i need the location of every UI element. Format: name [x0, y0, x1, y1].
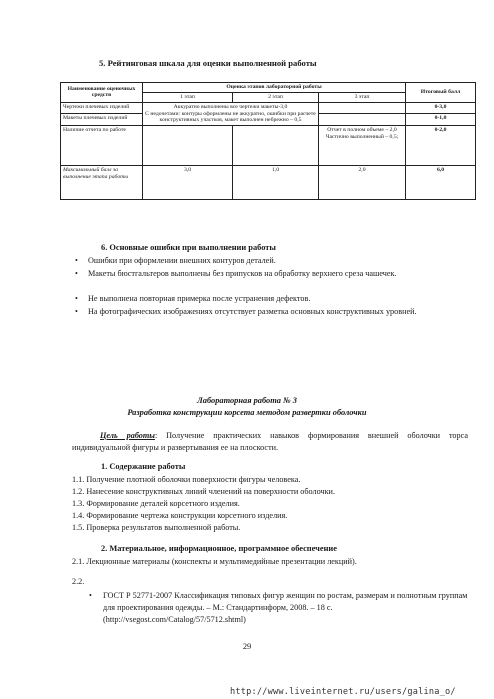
row-description: Аккуратно выполнены все чертежи макеты-3,0 С недочетами: контуры оформлены не аккуратно, ошибки при расчете конструктивных участков, макет выполнен небрежно – 0,5 — [143, 102, 319, 126]
row-stage-3: 2,0 — [319, 166, 406, 200]
bullet-icon: • — [75, 307, 78, 316]
bullet-icon: • — [89, 591, 92, 600]
bullet-icon: • — [75, 294, 78, 303]
list-item — [75, 306, 468, 319]
row-stage-2: 1,0 — [233, 166, 319, 200]
lab-title: Лабораторная работа № 3 — [197, 396, 297, 405]
row-stage-3: Отчет в полном объеме – 2,0 Частично выполненный – 0,5; — [319, 126, 406, 166]
row-stage-1: 3,0 — [143, 166, 233, 200]
table-row — [61, 102, 476, 114]
reference-item — [89, 590, 475, 626]
row-stage-3 — [319, 102, 406, 114]
row-total: 0-2,0 — [406, 126, 476, 166]
list-item-text: Макеты бюстгальтеров выполнены без припусков на обработку верхнего среза чашечек. — [88, 269, 397, 278]
list-item: 1.5. Проверка результатов выполненной работы. — [72, 523, 241, 532]
goal-text: : Получение практических навыков формирования внешней оболочки торса индивидуальной фигуры и развертывания ее на плоскости. — [72, 431, 468, 452]
page-number: 29 — [242, 642, 252, 651]
table-header-row — [61, 83, 476, 93]
list-item: 2.2. — [72, 577, 85, 586]
rating-table — [60, 82, 476, 200]
list-item — [75, 268, 468, 281]
header-stage-3: 3 этап — [319, 92, 406, 102]
goal-label: Цель работы — [100, 431, 155, 440]
row-criterion: Наличие отчета по работе — [61, 126, 143, 166]
row-stage-1 — [143, 126, 233, 166]
list-item: 2.1. Лекционные материалы (конспекты и мультимедийные презентации лекций). — [72, 557, 357, 566]
list-item — [75, 255, 468, 268]
row-total: 6,0 — [406, 166, 476, 200]
header-stages: Оценка этапов лабораторной работы — [143, 83, 406, 93]
row-criterion: Чертежи плечевых изделий — [61, 102, 143, 114]
footer-url[interactable]: http://www.liveinternet.ru/users/galina_o/ — [230, 687, 456, 697]
lab-subtitle: Разработка конструкции корсета методом развертки оболочки — [127, 408, 367, 417]
section-2-title: 2. Материальное, информационное, программное обеспечение — [101, 544, 337, 553]
reference-text: ГОСТ Р 52771-2007 Классификация типовых фигур женщин по ростам, размерам и полнотным группам для проектирования одежды. – М.: Стандартинформ, 2008. – 18 с. (http://vsegost.com/Catalog/57/5712.shtml) — [103, 591, 468, 624]
goal-paragraph — [72, 430, 468, 454]
section-5-title: 5. Рейтинговая шкала для оценки выполненной работы — [99, 58, 317, 68]
row-stage-2 — [233, 126, 319, 166]
bullet-icon: • — [75, 256, 78, 265]
list-item: 1.1. Получение плотной оболочки поверхности фигуры человека. — [72, 475, 301, 484]
bullet-icon: • — [75, 269, 78, 278]
header-stage-1: 1 этап — [143, 92, 233, 102]
list-item — [75, 293, 468, 306]
list-item-text: Не выполнена повторная примерка после устранения дефектов. — [88, 294, 311, 303]
header-criteria: Наименование оценочных средств — [61, 83, 143, 103]
list-item-text: На фотографических изображениях отсутствует разметка основных конструктивных уровней. — [88, 307, 417, 316]
row-total: 0-3,0 — [406, 102, 476, 114]
section-6-title: 6. Основные ошибки при выполнении работы — [101, 243, 276, 252]
row-stage-3 — [319, 114, 406, 126]
list-item: 1.4. Формирование чертежа конструкции корсетного изделия. — [72, 511, 288, 520]
row-criterion: Максимальный балл за выполнение этапа работы — [61, 166, 143, 200]
table-row — [61, 126, 476, 166]
header-stage-2: 2 этап — [233, 92, 319, 102]
table-row — [61, 166, 476, 200]
header-total: Итоговый балл — [406, 83, 476, 103]
list-item: 1.2. Нанесение конструктивных линий членений на поверхности оболочки. — [72, 487, 335, 496]
section-1-title: 1. Содержание работы — [101, 462, 186, 471]
row-total: 0-1,0 — [406, 114, 476, 126]
list-item-text: Ошибки при оформлении внешних контуров деталей. — [88, 256, 276, 265]
list-item: 1.3. Формирование деталей корсетного изделия. — [72, 499, 240, 508]
row-criterion: Макеты плечевых изделий — [61, 114, 143, 126]
